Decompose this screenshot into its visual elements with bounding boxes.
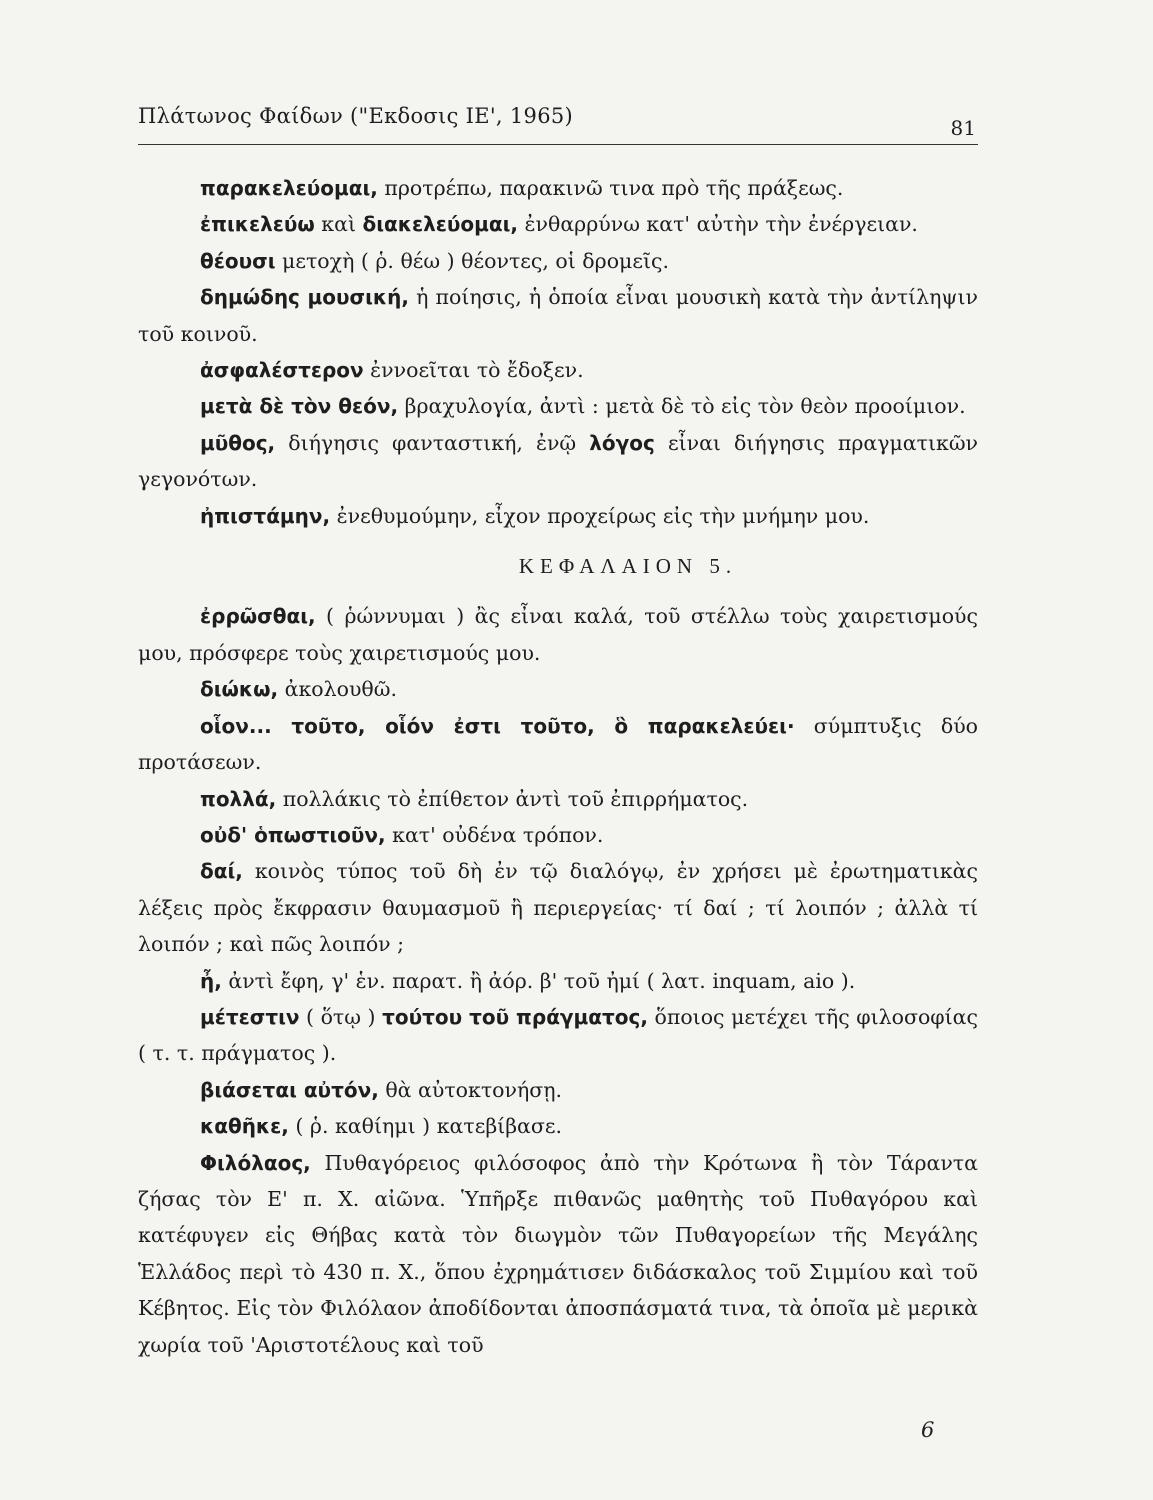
glossary-body [138, 170, 978, 1363]
gloss-entry: ἀσφαλέστερον ἐννοεῖται τὸ ἔδοξεν. [200, 358, 584, 383]
gloss-entry: ἦ, ἀντὶ ἔφη, γ' ἑν. παρατ. ἢ ἀόρ. β' τοῦ ἠμί ( λατ. inquam, aio ). [200, 968, 856, 993]
signature-mark: 6 [921, 1418, 935, 1442]
gloss-entry: πολλά, πολλάκις τὸ ἐπίθετον ἀντὶ τοῦ ἐπιρρήματος. [200, 786, 749, 811]
gloss-entry: ἠπιστάμην, ἐνεθυμούμην, εἶχον προχείρως εἰς τὴν μνήμην μου. [200, 503, 870, 528]
gloss-entry: παρακελεύομαι, προτρέπω, παρακινῶ τινα πρὸ τῆς πράξεως. [200, 176, 844, 200]
gloss-entry: ἐρρῶσθαι, ( ῥώννυμαι ) ἂς εἶναι καλά, τοῦ στέλλω τοὺς χαιρετισμούς μου, πρόσφερε τοὺς χαιρετισμούς μου. [138, 604, 978, 665]
gloss-entry: μῦθος, διήγησις φανταστική, ἐνῷ λόγος εἶναι διήγησις πραγματικῶν γεγονότων. [138, 430, 978, 492]
page-number: 81 [950, 116, 976, 140]
gloss-entry: μέτεστιν ( ὅτῳ ) τούτου τοῦ πράγματος, ὅποιος μετέχει τῆς φιλοσοφίας ( τ. τ. πράγματος ). [138, 1004, 979, 1066]
gloss-entry: καθῆκε, ( ῥ. καθίημι ) κατεβίβασε. [200, 1114, 563, 1139]
gloss-entry: Φιλόλαος, Πυθαγόρειος φιλόσοφος ἀπὸ τὴν Κρότωνα ἢ τὸν Τάραντα ζήσας τὸν Ε' π. Χ. αἰῶνα. Ὑπῆρξε πιθανῶς μαθητὴς τοῦ Πυθαγόρου καὶ κατέφυγεν εἰς Θήβας κατὰ τὸν διωγμὸν τῶν Πυθαγορείων τῆς Μεγάλης Ἑλλάδος περὶ τὸ 430 π. Χ., ὅπου ἐχρημάτισεν διδάσκαλος τοῦ Σιμμίου καὶ τοῦ Κέβητος. Εἰς τὸν Φιλόλαον ἀποδίδονται ἀποσπάσματά τινα, τὰ ὁποῖα μὲ μερικὰ χωρία τοῦ 'Αριστοτέλους καὶ τοῦ [138, 1150, 978, 1357]
gloss-entry: δαί, κοινὸς τύπος τοῦ δὴ ἐν τῷ διαλόγῳ, ἐν χρήσει μὲ ἐρωτηματικὰς λέξεις πρὸς ἔκφρασιν θαυμασμοῦ ἢ περιεργείας· τί δαί ; τί λοιπόν ; ἀλλὰ τί λοιπόν ; καὶ πῶς λοιπόν ; [138, 859, 978, 957]
gloss-entry: δημώδης μουσική, ἡ ποίησις, ἡ ὁποία εἶναι μουσικὴ κατὰ τὴν ἀντίληψιν τοῦ κοινοῦ. [138, 285, 978, 346]
gloss-entry: διώκω, ἀκολουθῶ. [200, 677, 397, 702]
gloss-entry: ἐπικελεύω καὶ διακελεύομαι, ἐνθαρρύνω κατ' αὐτὴν τὴν ἐνέργειαν. [200, 212, 918, 237]
gloss-entry: θέουσι μετοχὴ ( ῥ. θέω ) θέοντες, οἱ δρομεῖς. [200, 248, 670, 273]
gloss-entry: μετὰ δὲ τὸν θεόν, βραχυλογία, ἀντὶ : μετὰ δὲ τὸ εἰς τὸν θεὸν προοίμιον. [200, 394, 966, 419]
gloss-entry: βιάσεται αὐτόν, θὰ αὐτοκτονήσῃ. [200, 1077, 563, 1102]
gloss-entry: οὐδ' ὁπωστιοῦν, κατ' οὐδένα τρόπον. [200, 822, 604, 847]
running-header [138, 100, 978, 145]
gloss-entry: οἷον... τοῦτο, οἷόν ἐστι τοῦτο, ὃ παρακελεύει· σύμπτυξις δύο προτάσεων. [138, 713, 979, 775]
chapter-heading: ΚΕΦΑΛΑΙΟΝ 5. [518, 554, 738, 579]
header-title: Πλάτωνος Φαίδων ("Εκδοσις ΙΕ', 1965) [138, 104, 574, 128]
